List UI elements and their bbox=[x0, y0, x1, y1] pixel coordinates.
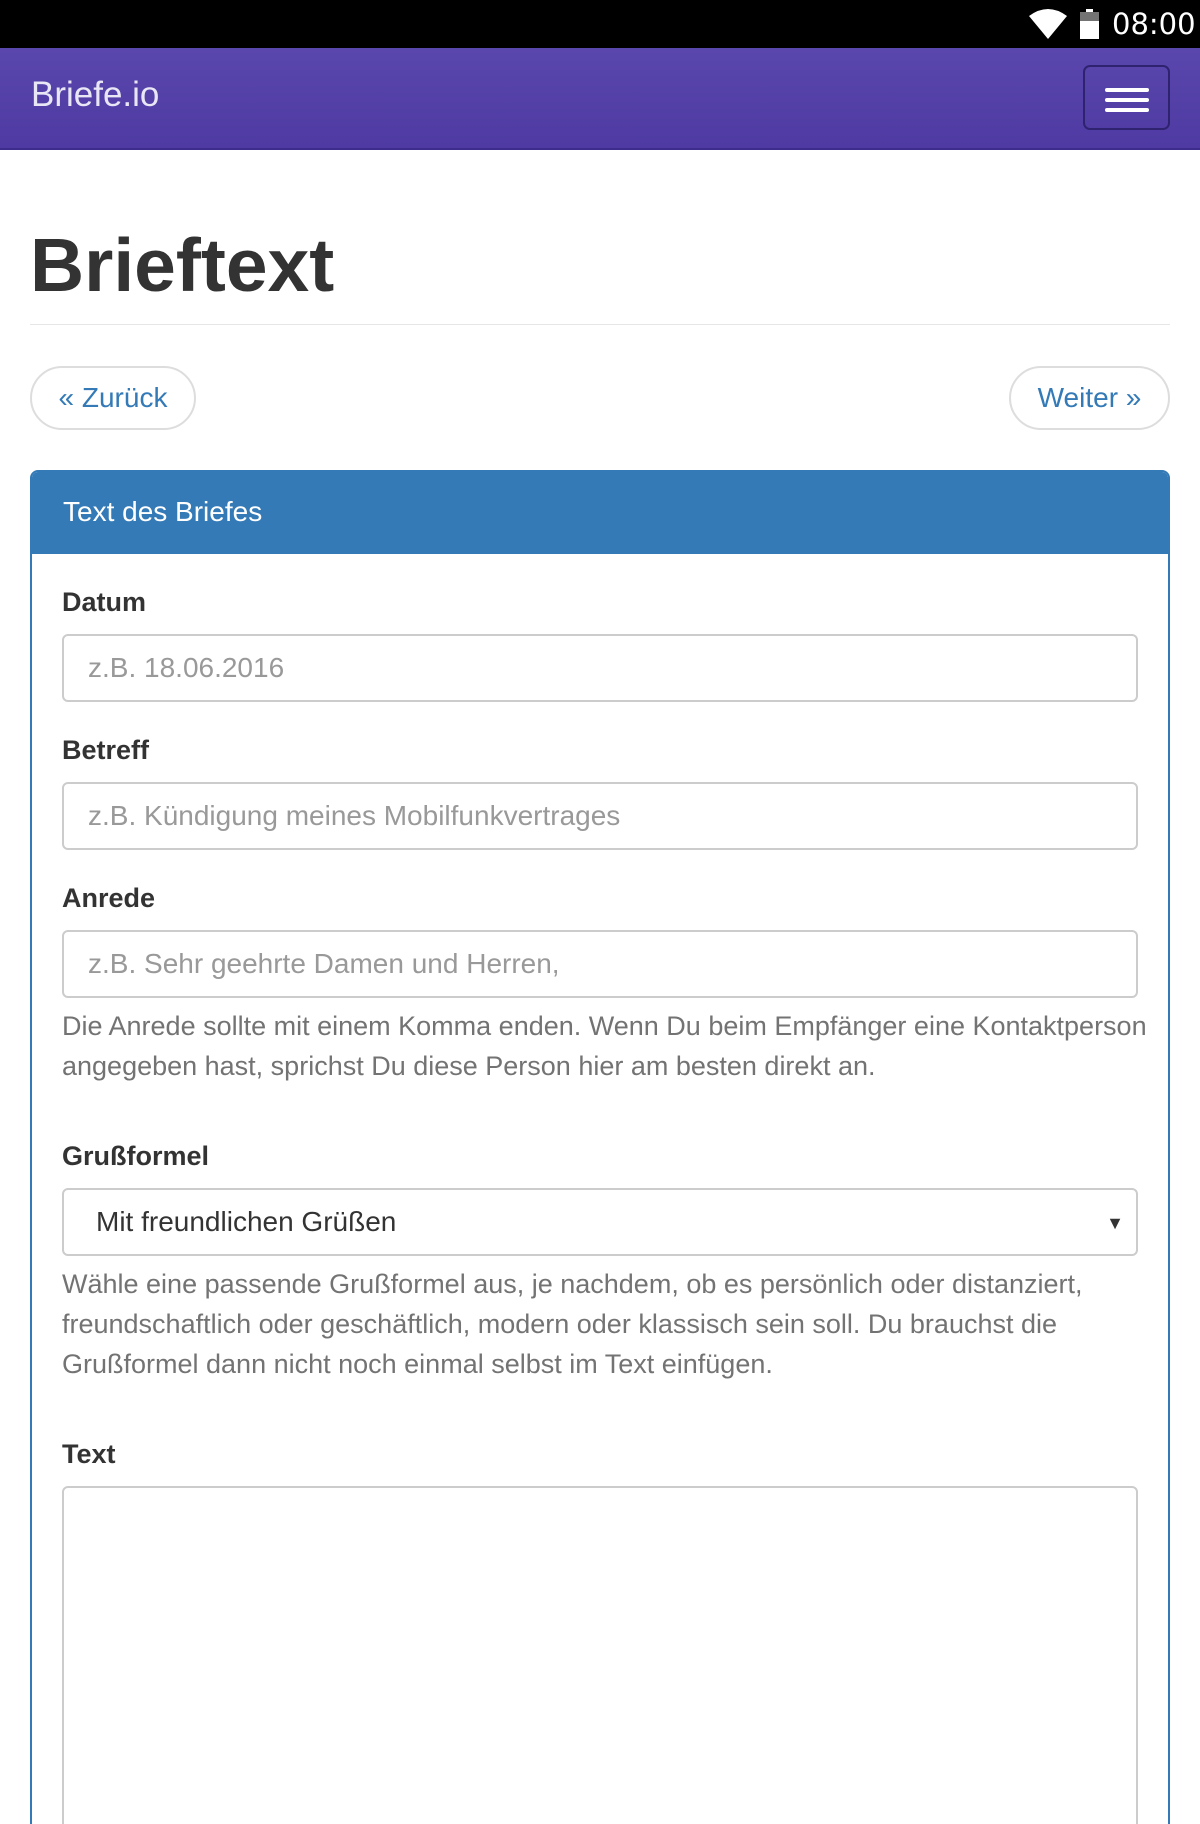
status-time: 08:00 bbox=[1112, 7, 1196, 41]
anrede-label: Anrede bbox=[62, 883, 156, 913]
betreff-input[interactable] bbox=[62, 782, 1138, 850]
grussformel-help-text: Wähle eine passende Grußformel aus, je nachdem, ob es persönlich oder distanziert, freundschaftlich oder geschäftlich, modern oder klassisch sein soll. Du brauchst die Grußformel dann nicht noch einmal selbst im Text einfügen. bbox=[62, 1269, 1083, 1379]
battery-icon bbox=[1080, 9, 1099, 39]
back-button[interactable]: « Zurück bbox=[30, 366, 196, 430]
grussformel-selected-value: Mit freundlichen Grüßen bbox=[96, 1206, 397, 1237]
status-bar bbox=[0, 0, 1200, 48]
datum-label: Datum bbox=[62, 587, 147, 617]
betreff-label: Betreff bbox=[62, 735, 150, 765]
grussformel-label: Grußformel bbox=[62, 1141, 210, 1171]
page-title: Brieftext bbox=[30, 223, 335, 307]
title-divider bbox=[30, 324, 1170, 325]
next-button[interactable]: Weiter » bbox=[1009, 366, 1170, 430]
navbar-toggle-button[interactable] bbox=[1083, 65, 1170, 130]
text-textarea[interactable] bbox=[62, 1486, 1138, 1824]
wifi-icon bbox=[1028, 8, 1068, 40]
brand-link[interactable]: Briefe.io bbox=[31, 75, 160, 114]
navbar bbox=[0, 48, 1200, 150]
text-label: Text bbox=[62, 1439, 116, 1469]
anrede-input[interactable] bbox=[62, 930, 1138, 998]
grussformel-select[interactable] bbox=[62, 1188, 1138, 1256]
panel-title: Text des Briefes bbox=[63, 496, 263, 527]
anrede-help-text: Die Anrede sollte mit einem Komma enden. Wenn Du beim Empfänger eine Kontaktperson angegeben hast, sprichst Du diese Person hier am besten direkt an. bbox=[62, 1011, 1147, 1081]
chevron-down-icon: ▼ bbox=[1106, 1213, 1124, 1233]
datum-input[interactable] bbox=[62, 634, 1138, 702]
panel-heading bbox=[32, 472, 1168, 554]
